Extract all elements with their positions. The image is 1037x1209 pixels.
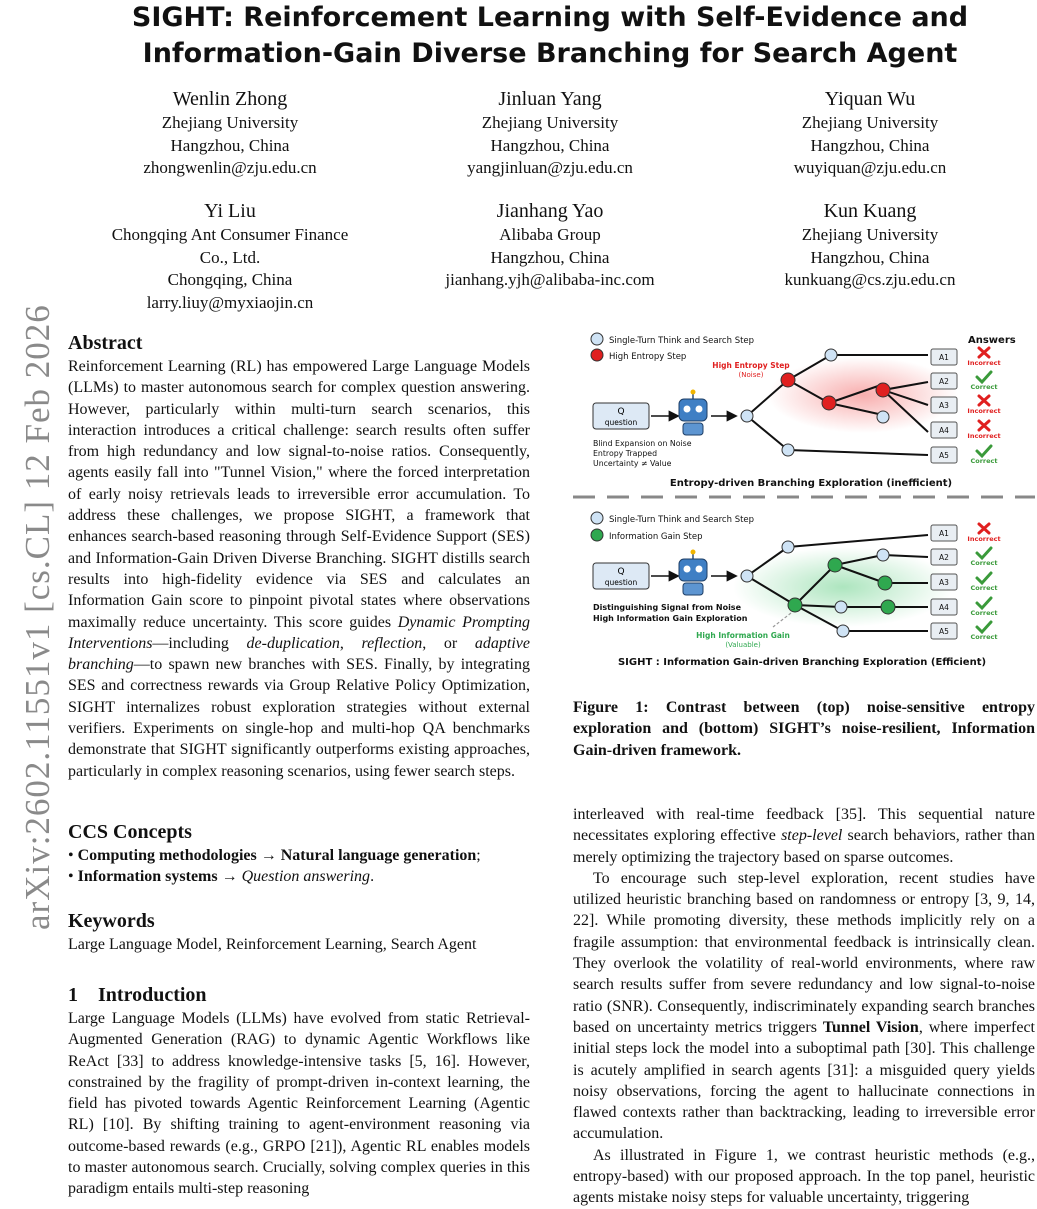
svg-text:A1: A1	[939, 529, 949, 538]
paragraph-1: interleaved with real-time feedback [35]. This sequential nature necessitates exploring effective step-level search behaviors, rather than merely optimizing the trajectory based on sparse outcomes.	[573, 806, 1035, 866]
svg-text:Correct: Correct	[970, 457, 998, 465]
keywords-text: Large Language Model, Reinforcement Learning, Search Agent	[68, 936, 477, 953]
author-name: Jianhang Yao	[496, 200, 604, 222]
title-line-1: SIGHT: Reinforcement Learning with Self-Evidence and	[131, 2, 969, 33]
answer-a4	[931, 421, 1001, 440]
svg-text:Correct: Correct	[970, 383, 998, 391]
svg-text:A2: A2	[939, 553, 949, 562]
paragraph-3: As illustrated in Figure 1, we contrast heuristic methods (e.g., entropy-based) with our proposed approach. In the top panel, heuristic agents mistake noisy steps for valuable uncertainty, triggering	[573, 1146, 1035, 1207]
bottom-answers	[931, 524, 1001, 641]
cross-icon	[979, 396, 989, 405]
author-email[interactable]: zhongwenlin@zju.edu.cn	[143, 158, 317, 177]
entropy-glow	[768, 357, 958, 433]
legend-entropy-label: High Entropy Step	[609, 352, 687, 362]
node	[825, 349, 837, 361]
author-affiliation-cont: Co., Ltd.	[199, 247, 261, 267]
gain-node	[788, 598, 802, 612]
bottom-note-2: High Information Gain Exploration	[593, 614, 748, 623]
author-email[interactable]: kunkuang@cs.zju.edu.cn	[784, 270, 956, 289]
author-affiliation: Zhejiang University	[801, 113, 939, 132]
svg-text:A3: A3	[939, 578, 949, 587]
svg-text:Incorrect: Incorrect	[967, 407, 1001, 415]
introduction-text: Large Language Models (LLMs) have evolved from static Retrieval-Augmented Generation (RAG) to dynamic Agentic Workflows like ReAct [33] to address knowledge-intensive tasks [5, 16]. However, constrained by the fragility of prompt-driven in-context learning, the field has pivoted towards Agentic Reinforcement Learning (Agentic RL) [10]. By shifting training to agent-environment reasoning via outcome-based rewards (e.g., GRPO [21]), Agentic RL enables models to master autonomous search. Crucially, solving complex queries in this paradigm entails multi-step reasoning	[68, 1010, 530, 1198]
top-panel-caption: Entropy-driven Branching Exploration (inefficient)	[669, 478, 953, 489]
question-sub: question	[604, 578, 638, 587]
high-gain-sub: (Valuable)	[725, 641, 761, 649]
bottom-note-1: Distinguishing Signal from Noise	[593, 603, 741, 612]
introduction-heading: 1 Introduction	[68, 984, 207, 1006]
answer-a5	[931, 446, 998, 465]
gain-node	[881, 600, 895, 614]
author-6	[710, 198, 1030, 292]
author-email[interactable]: wuyiquan@zju.edu.cn	[793, 158, 947, 177]
svg-text:Incorrect: Incorrect	[967, 432, 1001, 440]
gain-node	[878, 576, 892, 590]
figure-1-diagram	[573, 325, 1035, 675]
author-email[interactable]: jianhang.yjh@alibaba-inc.com	[445, 270, 655, 289]
node	[741, 410, 753, 422]
abstract-heading: Abstract	[68, 332, 143, 354]
node	[837, 625, 849, 637]
check-icon	[977, 573, 991, 583]
high-entropy-sub: (Noise)	[738, 371, 764, 379]
author-name: Wenlin Zhong	[172, 88, 288, 110]
svg-text:A3: A3	[939, 401, 949, 410]
ccs-line-2: • Information systems → Question answering.	[68, 868, 375, 886]
top-note-3: Uncertainty ≠ Value	[593, 459, 672, 468]
svg-text:A1: A1	[939, 353, 949, 362]
abstract-section	[68, 330, 530, 782]
author-4	[70, 198, 390, 314]
author-2	[390, 86, 710, 180]
legend-gain-label: Information Gain Step	[609, 532, 703, 542]
author-name: Yiquan Wu	[824, 88, 916, 110]
author-name: Kun Kuang	[823, 200, 917, 222]
check-icon	[977, 548, 991, 558]
high-gain-label: High Information Gain	[696, 631, 790, 640]
paragraph-2: To encourage such step-level exploration, recent studies have utilized heuristic branching based on randomness or entropy [3, 9, 14, 22]. While promoting diversity, these methods implicitly rely on a fragile assumption: that environmental feedback is intrinsically clean. They overlook the volatility of real-world environments, where raw search results suffer from severe redundancy and low signal-to-noise ratio (SNR). Consequently, indiscriminately expanding search branches based on uncertainty metrics triggers Tunnel Vision, where imperfect initial steps lock the model into a suboptimal path [30]. This challenge is acutely amplified in search agents [31]: a misguided query yields noisy observations, forcing the agent to hallucinate connections in flawed contexts rather than backtracking, leading to irreversible error accumulation.	[573, 869, 1035, 1143]
author-email[interactable]: larry.liuy@myxiaojin.cn	[146, 292, 314, 312]
svg-text:Incorrect: Incorrect	[967, 359, 1001, 367]
legend-gain-node	[591, 529, 603, 541]
answer-a3	[931, 396, 1001, 415]
legend-step-label-bottom: Single-Turn Think and Search Step	[609, 515, 755, 525]
author-name: Yi Liu	[204, 200, 256, 222]
author-name: Jinluan Yang	[498, 88, 602, 110]
author-location: Hangzhou, China	[810, 247, 930, 267]
answer-a3	[931, 573, 998, 592]
svg-text:Correct: Correct	[970, 609, 998, 617]
node	[877, 549, 889, 561]
paper-title	[60, 0, 1037, 72]
answer-a4	[931, 598, 998, 617]
abstract-text: Reinforcement Learning (RL) has empowered Large Language Models (LLMs) to master autonomous search for complex question answering. However, particularly within multi-turn search scenarios, this interaction introduces a critical challenge: search results often suffer from high redundancy and low signal-to-noise ratios. Consequently, agents easily fall into "Tunnel Vision," where the forced interpretation of early noisy retrievals leads to irreversible error accumulation. To address these challenges, we propose SIGHT, a framework that enhances search-based reasoning through Self-Evidence Support (SES) and Information-Gain Driven Diverse Branching. SIGHT distills search results into high-fidelity evidence via SES and calculates an Information Gain score to pinpoint pivotal states where observations maximally reduce uncertainty. This score guides Dynamic Prompting Interventions—including de-duplication, reflection, or adaptive branching—to spawn new branches with SES. Finally, by integrating SES and correctness rewards via Group Relative Policy Optimization, SIGHT internalizes robust exploration strategies without external verifiers. Experiments on single-hop and multi-hop QA benchmarks demonstrate that SIGHT significantly outperforms existing approaches, particularly in complex reasoning scenarios, using fewer search steps.	[68, 358, 530, 780]
top-note-1: Blind Expansion on Noise	[593, 439, 692, 448]
author-affiliation: Chongqing Ant Consumer Finance	[111, 225, 349, 244]
ccs-line-1: • Computing methodologies → Natural language generation;	[68, 847, 481, 864]
node	[782, 444, 794, 456]
author-location: Hangzhou, China	[490, 247, 610, 267]
high-entropy-label: High Entropy Step	[712, 361, 790, 370]
arxiv-stamp: arXiv:2602.11551v1 [cs.CL] 12 Feb 2026	[18, 304, 57, 930]
svg-text:A4: A4	[939, 426, 949, 435]
author-affiliation: Zhejiang University	[161, 113, 299, 132]
author-3	[710, 86, 1030, 180]
gain-node	[828, 558, 842, 572]
robot-icon	[679, 390, 707, 436]
ccs-heading: CCS Concepts	[68, 821, 192, 843]
question-label: Q	[617, 407, 625, 417]
entropy-node	[876, 383, 890, 397]
question-label: Q	[617, 567, 625, 577]
legend-step-node	[591, 333, 603, 345]
node	[782, 541, 794, 553]
answer-a2	[931, 548, 998, 567]
author-5	[390, 198, 710, 292]
cross-icon	[979, 348, 989, 357]
check-icon	[977, 446, 991, 456]
svg-text:A5: A5	[939, 627, 949, 636]
author-email[interactable]: yangjinluan@zju.edu.cn	[467, 158, 633, 177]
ccs-section	[68, 819, 530, 888]
node	[741, 570, 753, 582]
entropy-node	[781, 373, 795, 387]
introduction-continued	[573, 804, 1035, 1209]
figure-caption: Figure 1: Contrast between (top) noise-sensitive entropy exploration and (bottom) SIGHT’s noise-resilient, Information Gain-driven framework.	[573, 699, 1035, 759]
top-note-2: Entropy Trapped	[593, 449, 658, 458]
check-icon	[977, 372, 991, 382]
svg-text:Incorrect: Incorrect	[967, 535, 1001, 543]
author-location: Hangzhou, China	[170, 135, 290, 155]
answer-a1	[931, 524, 1001, 543]
svg-text:A2: A2	[939, 377, 949, 386]
legend-step-node	[591, 512, 603, 524]
answers-title: Answers	[968, 335, 1016, 346]
author-1	[70, 86, 390, 180]
svg-text:Correct: Correct	[970, 633, 998, 641]
legend-entropy-node	[591, 349, 603, 361]
author-affiliation: Alibaba Group	[499, 225, 601, 244]
title-line-2: Information-Gain Diverse Branching for Search Agent	[142, 38, 958, 69]
check-icon	[977, 598, 991, 608]
svg-text:A4: A4	[939, 603, 949, 612]
author-affiliation: Zhejiang University	[801, 225, 939, 244]
svg-text:Correct: Correct	[970, 584, 998, 592]
svg-text:Correct: Correct	[970, 559, 998, 567]
author-location: Hangzhou, China	[810, 135, 930, 155]
top-answers	[931, 348, 1001, 465]
legend-step-label: Single-Turn Think and Search Step	[609, 336, 755, 346]
entropy-node	[822, 396, 836, 410]
author-location: Hangzhou, China	[490, 135, 610, 155]
keywords-heading: Keywords	[68, 910, 155, 932]
cross-icon	[979, 421, 989, 430]
node	[835, 601, 847, 613]
check-icon	[977, 622, 991, 632]
svg-text:A5: A5	[939, 451, 949, 460]
robot-icon	[679, 550, 707, 596]
introduction-section	[68, 982, 530, 1200]
node	[877, 411, 889, 423]
question-sub: question	[604, 418, 638, 427]
answer-a1	[931, 348, 1001, 367]
keywords-section	[68, 908, 530, 955]
answer-a2	[931, 372, 998, 391]
cross-icon	[979, 524, 989, 533]
figure-1	[573, 325, 1035, 675]
author-affiliation: Zhejiang University	[481, 113, 619, 132]
bottom-panel-caption: SIGHT : Information Gain-driven Branching Exploration (Efficient)	[617, 657, 987, 668]
author-location: Chongqing, China	[167, 270, 293, 289]
answer-a5	[931, 622, 998, 641]
